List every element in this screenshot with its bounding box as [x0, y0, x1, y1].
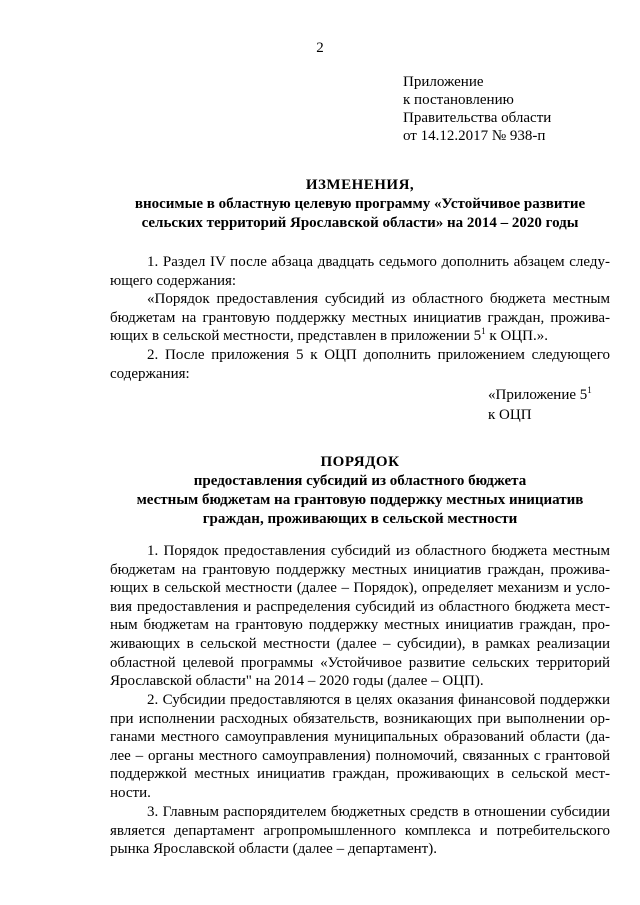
text-line: живающих в сельской местности (далее – субсидии), в рамках реализации	[110, 635, 610, 652]
attachment-line: Правительства области	[403, 110, 552, 126]
text-line: при исполнении расходных обязательств, возникающих при выполнении ор-	[110, 710, 610, 727]
changes-title: ИЗМЕНЕНИЯ,	[305, 177, 415, 193]
order-title: ПОРЯДОК	[320, 454, 400, 470]
text-line: ности.	[110, 784, 151, 801]
text-line-with-sup	[110, 327, 610, 346]
text-line: «Порядок предоставления субсидий из областного бюджета местным	[147, 291, 610, 308]
text-line: содержания:	[110, 365, 190, 382]
appendix-ref-line	[488, 385, 592, 405]
appendix-ref-text: «Приложение 5	[488, 387, 588, 403]
text-line: Ярославской области" на 2014 – 2020 годы (далее – ОЦП).	[110, 673, 484, 690]
text-line: ганами местного самоуправления муниципальных образований области (да-	[110, 729, 610, 746]
text-line: 1. Раздел IV после абзаца двадцать седьмого дополнить абзацем следу-	[147, 254, 610, 270]
changes-subtitle-line: вносимые в областную целевую программу «Устойчивое развитие	[134, 196, 586, 212]
text-line: ющих в сельской местности (далее – Порядок), определяет механизм и усло-	[110, 580, 610, 597]
page-number: 2	[316, 40, 324, 56]
order-heading	[110, 453, 610, 529]
attachment-line: к постановлению	[403, 92, 514, 108]
superscript: 1	[587, 385, 592, 395]
text-line: рынка Ярославской области (далее – департамент).	[110, 841, 437, 858]
appendix-reference	[488, 385, 592, 425]
order-subtitle-line: предоставления субсидий из областного бюджета	[193, 473, 527, 489]
changes-subtitle-line: сельских территорий Ярославской области» на 2014 – 2020 годы	[141, 215, 579, 231]
order-subtitle-line: местным бюджетам на грантовую поддержку местных инициатив	[136, 492, 584, 508]
attachment-line: от 14.12.2017 № 938-п	[403, 128, 546, 144]
text-line: бюджетам на грантовую поддержку местных инициатив граждан, прожива-	[110, 309, 610, 326]
changes-heading	[110, 176, 610, 233]
order-subtitle-line: граждан, проживающих в сельской местности	[202, 511, 518, 527]
text-line: ным бюджетам на грантовую поддержку местных инициатив граждан, про-	[110, 617, 610, 634]
attachment-line: Приложение	[403, 74, 484, 90]
superscript: 1	[481, 326, 486, 337]
text-line: является департамент агропромышленного комплекса и потребительского	[110, 822, 610, 839]
text-line: лее – органы местного самоуправления) полномочий, связанных с грантовой	[110, 747, 610, 764]
order-paragraph-3	[110, 803, 610, 859]
text-line: 2. После приложения 5 к ОЦП дополнить приложением следующего	[147, 346, 610, 363]
text-fragment: к ОЦП.».	[485, 328, 548, 345]
text-line: поддержкой местных инициатив граждан, проживающих в сельской мест-	[110, 766, 610, 783]
attachment-header	[403, 73, 551, 145]
order-paragraph-1	[110, 542, 610, 691]
change-item-1	[110, 253, 610, 383]
text-line: бюджетам на грантовую поддержку местных инициатив граждан, прожива-	[110, 561, 610, 578]
text-line: 1. Порядок предоставления субсидий из областного бюджета местным	[147, 543, 610, 559]
text-line: ющего содержания:	[110, 272, 237, 289]
text-line: вия предоставления и распределения субсидий из областного бюджета мест-	[110, 598, 610, 615]
text-fragment: ющих в сельской местности, представлен в приложении 5	[110, 328, 482, 345]
appendix-ref-line: к ОЦП	[488, 407, 532, 423]
order-paragraph-2	[110, 691, 610, 803]
text-line: 2. Субсидии предоставляются в целях оказания финансовой поддержки	[147, 692, 610, 708]
text-line: 3. Главным распорядителем бюджетных средств в отношении субсидии	[147, 804, 610, 820]
text-line: областной целевой программы «Устойчивое развитие сельских территорий	[110, 654, 610, 671]
